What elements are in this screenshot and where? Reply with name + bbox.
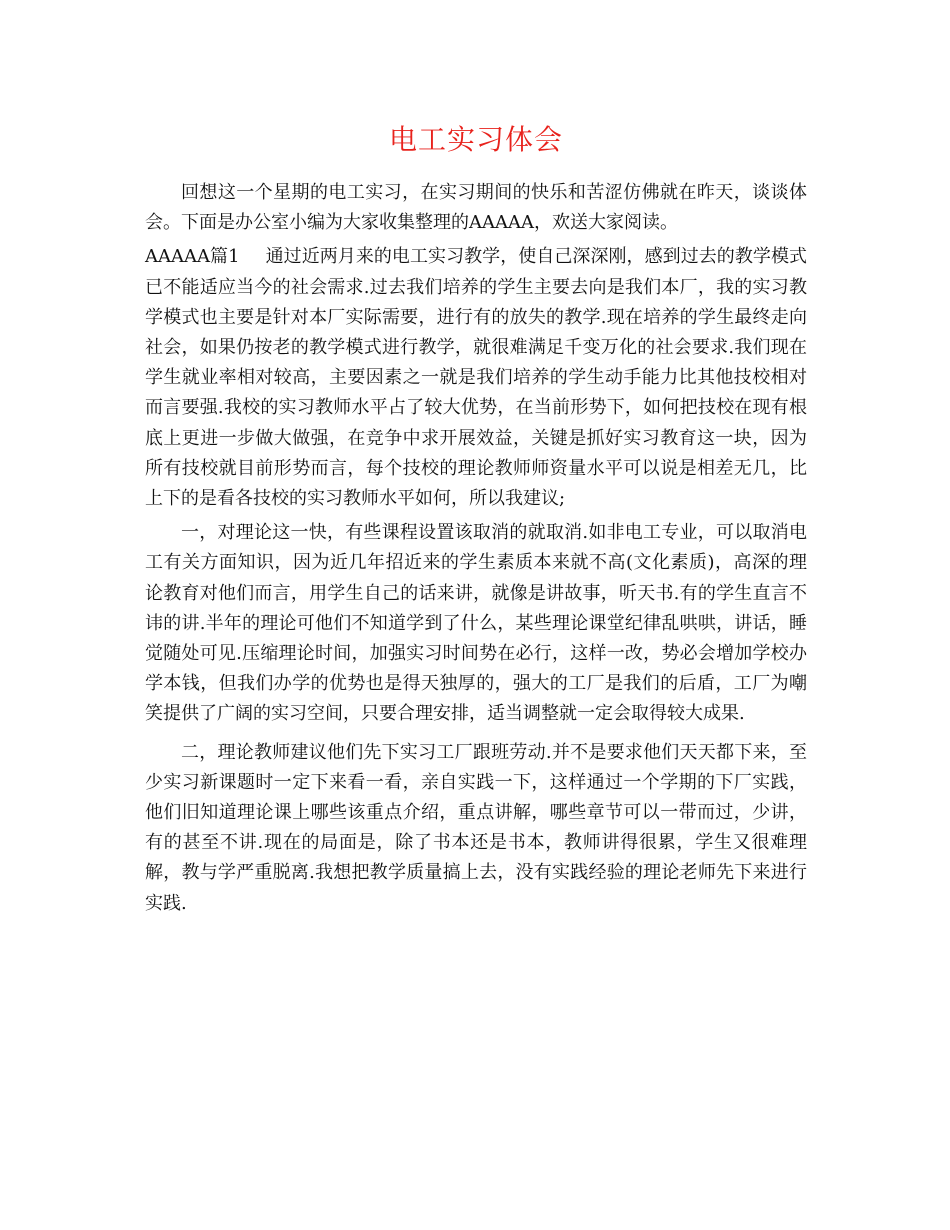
intro-paragraph: 回想这一个星期的电工实习，在实习期间的快乐和苦涩仿佛就在昨天，谈谈体会。下面是办公室小编为大家收集整理的AAAAA，欢送大家阅读。 bbox=[145, 182, 807, 234]
section-body: 通过近两月来的电工实习教学，使自己深深刚，感到过去的教学模式已不能适应当今的社会需求.过去我们培养的学生主要去向是我们本厂，我的实习教学模式也主要是针对本厂实际需要，进行有的放失的教学.现在培养的学生最终走向社会，如果仍按老的教学模式进行教学，就很难满足千变万化的社会要求.我们现在学生就业率相对较高，主要因素之一就是我们培养的学生动手能力比其他技校相对而言要强.我校的实习教师水平占了较大优势，在当前形势下，如何把技校在现有根底上更进一步做大做强，在竞争中求开展效益，关键是抓好实习教育这一块，因为所有技校就目前形势而言，每个技校的理论教师师资量水平可以说是相差无几，比上下的是看各技校的实习教师水平如何，所以我建议; bbox=[145, 246, 807, 510]
section-label: AAAAA篇1 bbox=[145, 246, 240, 268]
document-page bbox=[145, 120, 807, 919]
point-two-paragraph: 二，理论教师建议他们先下实习工厂跟班劳动.并不是要求他们天天都下来，至少实习新课题时一定下来看一看，亲自实践一下，这样通过一个学期的下厂实践，他们旧知道理论课上哪些该重点介绍，重点讲解，哪些章节可以一带而过，少讲，有的甚至不讲.现在的局面是，除了书本还是书本，教师讲得很累，学生又很难理解，教与学严重脱离.我想把教学质量搞上去，没有实践经验的理论老师先下来进行实践. bbox=[145, 741, 807, 914]
point-one-paragraph: 一，对理论这一快，有些课程设置该取消的就取消.如非电工专业，可以取消电工有关方面知识，因为近几年招近来的学生素质本来就不高(文化素质)，高深的理论教育对他们而言，用学生自己的话来讲，就像是讲故事，听天书.有的学生直言不讳的讲.半年的理论可他们不知道学到了什么，某些理论课堂纪律乱哄哄，讲话，睡觉随处可见.压缩理论时间，加强实习时间势在必行，这样一改，势必会增加学校办学本钱，但我们办学的优势也是得天独厚的，强大的工厂是我们的后盾，工厂为嘲笑提供了广阔的实习空间，只要合理安排，适当调整就一定会取得较大成果. bbox=[145, 522, 807, 725]
section-paragraph bbox=[145, 242, 807, 514]
document-title: 电工实习体会 bbox=[388, 123, 563, 156]
